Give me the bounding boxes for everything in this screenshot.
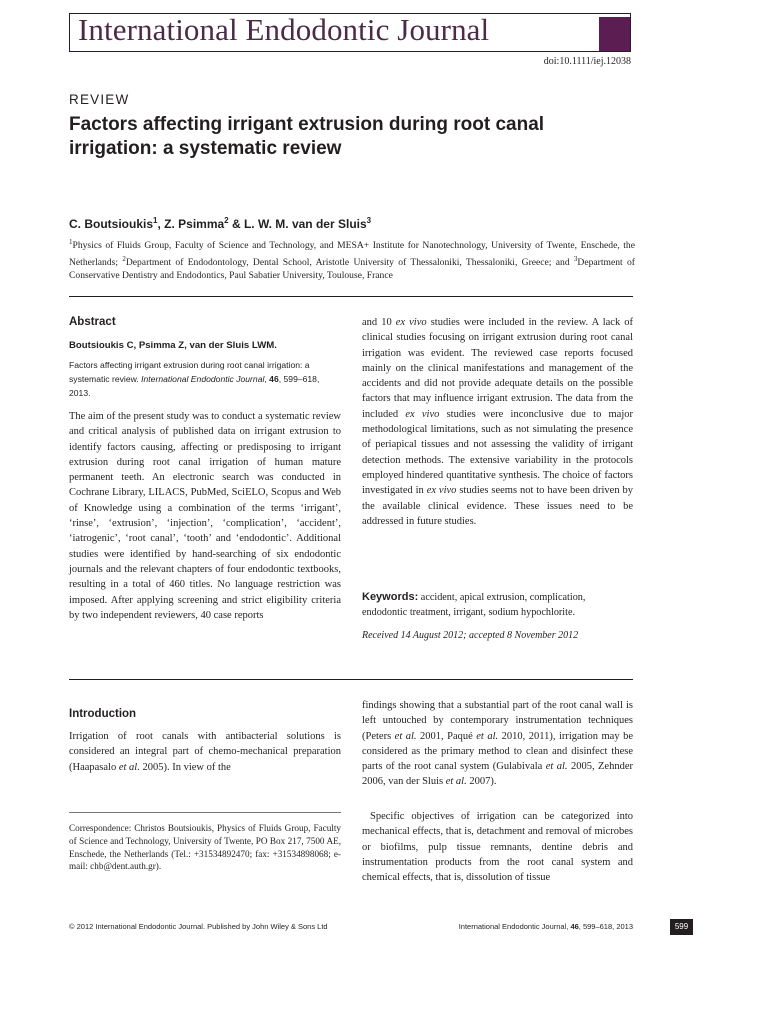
affiliation-marker: 2 xyxy=(122,254,126,263)
affiliation-text: Physics of Fluids Group, Faculty of Science and Technology, and MESA+ Institute for Nanotechnology, University of Twente, Enschede, the Netherlands; xyxy=(69,240,635,268)
divider xyxy=(69,679,633,680)
page-number: 599 xyxy=(670,919,693,935)
italic-term: ex vivo xyxy=(426,485,457,497)
italic-term: ex vivo xyxy=(395,317,427,328)
journal-logo-box xyxy=(599,17,630,51)
citation-separator: , xyxy=(264,374,270,384)
et-al: et al. xyxy=(394,730,417,742)
affiliation-marker: 1 xyxy=(69,238,73,246)
author-name: L. W. M. van der Sluis xyxy=(243,217,367,231)
affiliation-marker: 3 xyxy=(366,216,372,225)
body-text: findings showing that a substantial part of the root canal wall is left untouched by contemporary instrumentation techniques (Peters xyxy=(362,700,633,742)
article-title: Factors affecting irrigant extrusion during root canal irrigation: a systematic review xyxy=(69,114,545,159)
doi[interactable]: doi:10.1111/iej.12038 xyxy=(543,56,631,67)
footer-pages: , 599–618, 2013 xyxy=(578,922,633,931)
body-text: Irrigation of root canals with antibacterial solutions is considered an integral part of chemo-mechanical preparation (Haapasalo xyxy=(69,731,341,773)
abstract-text-right xyxy=(362,315,633,529)
body-text: 2010, 2011), irrigation may be considered as the primary method to clean and disinfect these parts of the root canal system (Gulabivala xyxy=(362,730,633,773)
citation-volume: 46 xyxy=(269,374,279,384)
author-list xyxy=(69,216,371,231)
citation-authors: Boutsioukis C, Psimma Z, van der Sluis LWM. xyxy=(69,340,277,351)
journal-title: International Endodontic Journal xyxy=(78,12,490,47)
affiliation-marker: 3 xyxy=(573,254,578,263)
correspondence-divider xyxy=(69,812,341,813)
affiliation-text: Department of Conservative Dentistry and Endodontics, Paul Sabatier University, Toulouse, France xyxy=(69,256,635,282)
footer-volume: 46 xyxy=(570,922,579,931)
et-al: et al. xyxy=(476,730,499,742)
body-text: 2007). xyxy=(466,776,497,788)
received-dates: Received 14 August 2012; accepted 8 November 2012 xyxy=(362,630,579,641)
citation-journal: International Endodontic Journal xyxy=(141,374,265,384)
section-label: REVIEW xyxy=(69,92,130,107)
introduction-text-right xyxy=(362,698,633,790)
author-separator: & xyxy=(228,217,244,231)
et-al: et al. xyxy=(545,761,568,773)
divider xyxy=(69,296,633,297)
keywords-list: accident, apical extrusion, complication, endodontic treatment, irrigant, sodium hypochlorite. xyxy=(362,592,586,618)
affiliation-text: Department of Endodontology, Dental School, Aristotle University of Thessaloniki, Thessaloniki, Greece; and xyxy=(125,256,574,268)
abstract-text-left: The aim of the present study was to conduct a systematic review and critical analysis of published data on irrigant extrusion to identify factors causing, affecting or predisposing to irrigant extrusion during root canal irrigation of human mature permanent teeth. An electronic search was conducted in Cochrane Library, LILACS, PubMed, SciELO, Scopus and Web of Knowledge using a combination of the terms ‘irrigant’, ‘rinse’, ‘extrusion’, ‘injection’, ‘complication’, ‘accident’, ‘iatrogenic’, ‘root canal’, ‘tooth’ and ‘endodontic’. Additional studies were identified by hand-searching of six endodontic journals and the relevant chapters of four endodontic textbooks, resulting in a total of 460 titles. No language restriction was imposed. After applying screening and strict eligibility criteria by two independent reviewers, 40 case reports xyxy=(69,411,341,621)
footer-journal: International Endodontic Journal, xyxy=(458,922,571,931)
body-text: 2005). In view of the xyxy=(139,761,231,773)
affiliation-marker: 1 xyxy=(153,216,158,225)
introduction-heading: Introduction xyxy=(69,708,137,720)
abstract-text: studies seems not to have been driven by the available clinical evidence. These issues need to be addressed in future studies. xyxy=(362,485,633,527)
author-name: C. Boutsioukis xyxy=(69,217,154,231)
introduction-paragraph: Specific objectives of irrigation can be categorized into mechanical effects, that is, detachment and removal of microbes or biofilms, pulp tissue remnants, dentine debris and instrumentation products from the root canal system and chemical effects, that is, dissolution of tissue xyxy=(362,811,633,884)
abstract-text: studies were inconclusive due to major methodological limitations, such as not simulating the presence of periapical tissues and not assessing the validity of irrigant detection methods. The extensive variability in the protocols employed hindered quantitative synthesis. The choice of factors investigated in xyxy=(362,408,634,497)
et-al: et al. xyxy=(445,776,467,788)
correspondence: Correspondence: Christos Boutsioukis, Physics of Fluids Group, Faculty of Science and Technology, University of Twente, PO Box 217, 7500 AE, Enschede, the Netherlands (Tel.: +31534892470; fax: +31534898068; e-mail: chb@dent.auth.gr). xyxy=(69,823,341,872)
author-separator: , xyxy=(157,217,165,231)
footer-copyright: © 2012 International Endodontic Journal. Published by John Wiley & Sons Ltd xyxy=(69,922,328,931)
et-al: et al. xyxy=(118,761,140,773)
citation-pages: , 599–618, 2013. xyxy=(69,374,320,398)
affiliation-marker: 2 xyxy=(224,216,229,225)
abstract-text: studies were included in the review. A lack of clinical studies focusing on irrigant extrusion during root canal irrigation was evident. The reviewed case reports focused mainly on the clinical manifestations and management of the accidents and did not provide adequate details on the possible factors that may influence irrigant extrusion. The data from the included xyxy=(362,317,633,420)
keywords xyxy=(362,590,633,620)
affiliations xyxy=(69,236,635,283)
abstract-text: and 10 xyxy=(362,317,396,328)
abstract-heading: Abstract xyxy=(69,316,116,328)
italic-term: ex vivo xyxy=(405,408,440,420)
author-name: Z. Psimma xyxy=(164,217,225,231)
body-text: 2001, Paqué xyxy=(416,730,477,742)
citation xyxy=(69,358,341,400)
citation-title: Factors affecting irrigant extrusion during root canal irrigation: a systematic review. xyxy=(69,360,310,384)
footer-journal-ref xyxy=(459,922,633,931)
body-text: 2005, Zehnder 2006, van der Sluis xyxy=(362,761,633,788)
introduction-text-left xyxy=(69,729,341,775)
keywords-label: Keywords: xyxy=(362,591,419,603)
